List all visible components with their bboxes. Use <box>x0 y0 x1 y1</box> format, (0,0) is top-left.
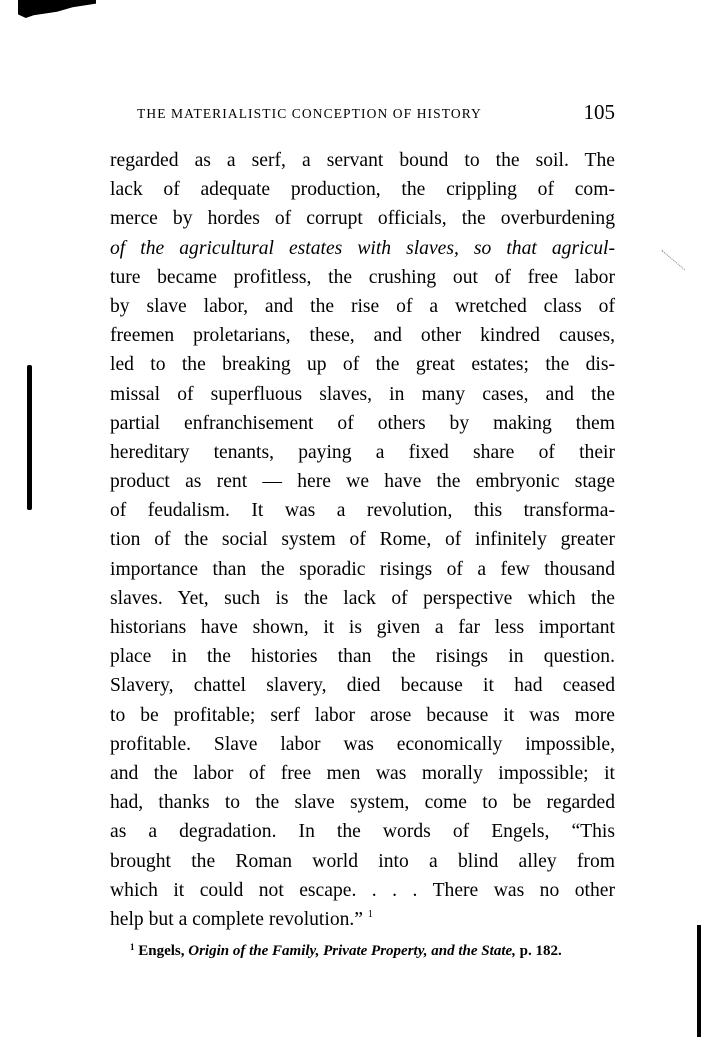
text-line: merce by hordes of corrupt officials, the overburdening <box>110 208 615 230</box>
text-line: lack of adequate production, the crippling of com- <box>110 179 615 201</box>
text-line: partial enfranchisement of others by making them <box>110 412 615 434</box>
text-line: to be profitable; serf labor arose because it was more <box>110 704 615 726</box>
body-paragraph <box>110 146 615 934</box>
text-line: ture became profitless, the crushing out of free labor <box>110 266 615 288</box>
text-line: historians have shown, it is given a far less important <box>110 617 615 638</box>
running-head <box>137 100 615 126</box>
scan-artifact-margin-bar <box>27 365 32 510</box>
scan-artifact-page-edge <box>697 925 701 1037</box>
scan-artifact-dots <box>645 250 685 289</box>
text-line: led to the breaking up of the great estates; the dis- <box>110 354 615 376</box>
text-line: missal of superfluous slaves, in many cases, and the <box>110 383 615 405</box>
text-line: place in the histories than the risings in question. <box>110 646 615 668</box>
text-line-italic: of the agricultural estates with slaves, so that agricul- <box>110 237 615 259</box>
text-line: and the labor of free men was morally impossible; it <box>110 762 615 784</box>
text-line: hereditary tenants, paying a fixed share of their <box>110 441 615 463</box>
text-line: product as rent — here we have the embryonic stage <box>110 471 615 493</box>
text-line: slaves. Yet, such is the lack of perspective which the <box>110 587 615 609</box>
footnote-work-title: Origin of the Family, Private Property, and the State, <box>188 943 516 959</box>
page-number: 105 <box>583 100 615 124</box>
text-line: regarded as a serf, a servant bound to the soil. The <box>110 150 615 171</box>
text-line: brought the Roman world into a blind alley from <box>110 850 615 872</box>
text-line: Slavery, chattel slavery, died because it had ceased <box>110 675 615 697</box>
text-line: importance than the sporadic risings of a few thousand <box>110 558 615 580</box>
text-line-last: help but a complete revolution.” $^1$ <box>110 908 373 930</box>
text-line: of feudalism. It was a revolution, this transforma- <box>110 500 615 522</box>
running-head-title: THE MATERIALISTIC CONCEPTION OF HISTORY <box>137 106 482 121</box>
scan-artifact-corner <box>18 0 96 18</box>
footnote-marker: 1 <box>130 942 135 952</box>
text-line: profitable. Slave labor was economically impossible, <box>110 733 615 755</box>
text-line: had, thanks to the slave system, come to be regarded <box>110 792 615 814</box>
text-line: which it could not escape. . . . There was no other <box>110 879 615 901</box>
text-line: by slave labor, and the rise of a wretched class of <box>110 295 615 317</box>
text-line: as a degradation. In the words of Engels, “This <box>110 821 615 843</box>
text-line: tion of the social system of Rome, of infinitely greater <box>110 529 615 551</box>
footnote <box>130 943 615 960</box>
footnote-page-ref: p. 182. <box>515 943 562 959</box>
text-line: freemen proletarians, these, and other kindred causes, <box>110 325 615 347</box>
footnote-author: Engels, <box>138 943 189 959</box>
footnote-reference[interactable]: 1 <box>367 908 373 920</box>
